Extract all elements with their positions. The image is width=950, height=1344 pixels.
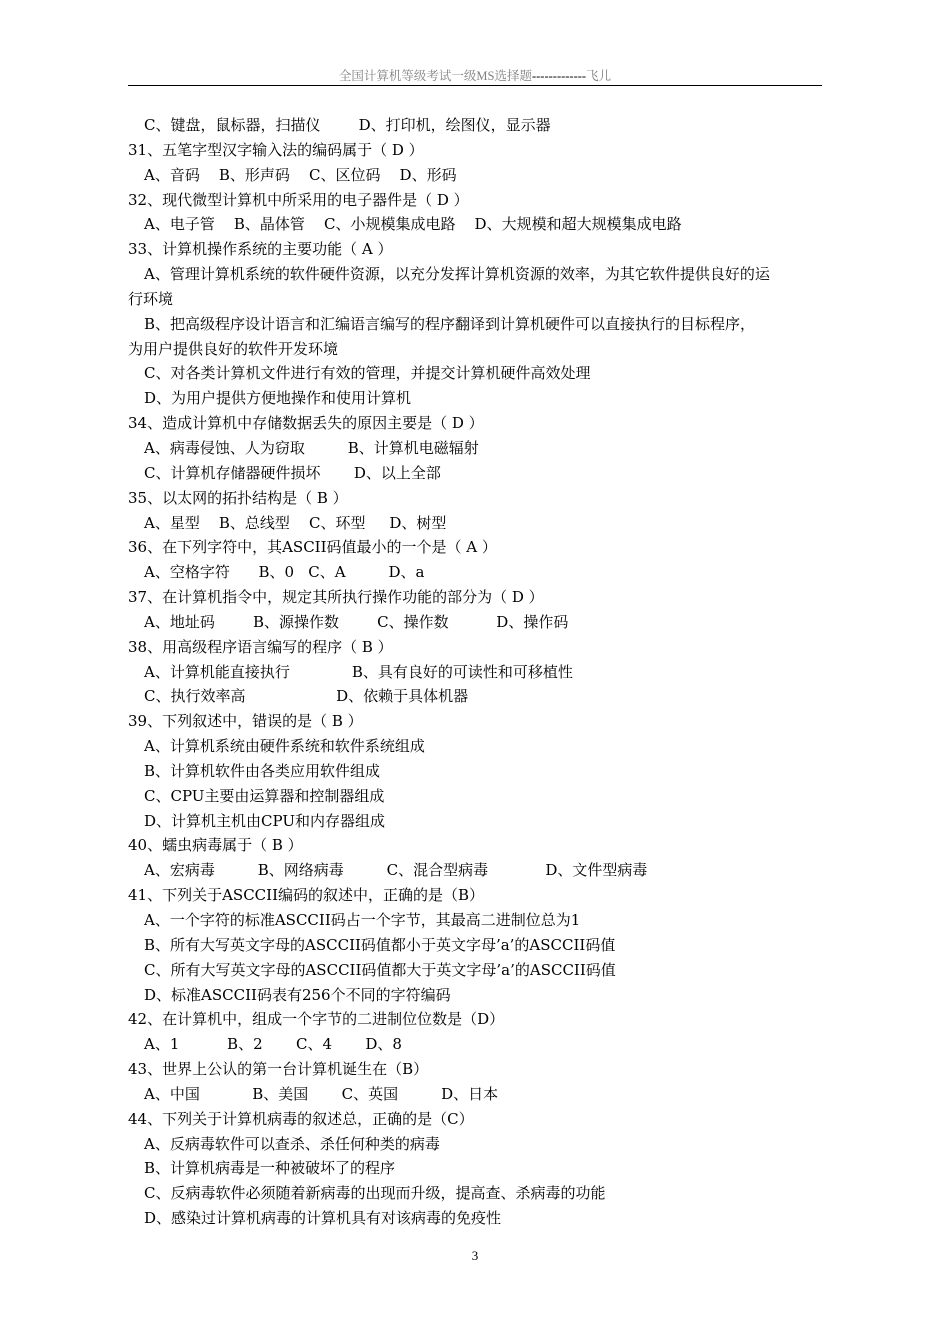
- answer-line: B、所有大写英文字母的ASCCII码值都小于英文字母’a’的ASCCII码值: [144, 935, 616, 954]
- question-line: 40、蠕虫病毒属于（ B ）: [128, 836, 303, 855]
- answer-line: B、计算机软件由各类应用软件组成: [144, 761, 381, 780]
- header-title: 全国计算机等级考试一级MS选择题: [338, 69, 532, 83]
- answer-line: A、星型 B、总线型 C、环型 D、树型: [144, 513, 447, 532]
- page-number: 3: [471, 1248, 479, 1263]
- question-line: 为用户提供良好的软件开发环境: [128, 339, 339, 358]
- answer-line: A、中国 B、美国 C、英国 D、日本: [144, 1084, 499, 1103]
- answer-line: D、计算机主机由CPU和内存器组成: [144, 811, 385, 830]
- answer-line: B、把高级程序设计语言和汇编语言编写的程序翻译到计算机硬件可以直接执行的目标程序，: [144, 314, 756, 333]
- answer-line: A、管理计算机系统的软件硬件资源，以充分发挥计算机资源的效率，为其它软件提供良好的运: [144, 265, 770, 284]
- answer-line: D、感染过计算机病毒的计算机具有对该病毒的免疫性: [144, 1209, 502, 1228]
- answer-line: A、1 B、2 C、4 D、8: [144, 1035, 402, 1054]
- page-header: [128, 66, 822, 84]
- answer-line: D、为用户提供方便地操作和使用计算机: [144, 389, 412, 408]
- question-line: 34、造成计算机中存储数据丢失的原因主要是（ D ）: [128, 414, 484, 433]
- answer-line: A、计算机系统由硬件系统和软件系统组成: [144, 737, 425, 756]
- answer-line: A、反病毒软件可以查杀、杀任何种类的病毒: [144, 1134, 440, 1153]
- answer-line: A、一个字符的标准ASCCII码占一个字节，其最高二进制位总为1: [144, 911, 581, 929]
- answer-line: C、所有大写英文字母的ASCCII码值都大于英文字母’a’的ASCCII码值: [144, 960, 616, 979]
- answer-line: A、空格字符 B、0 C、A D、a: [144, 563, 425, 582]
- answer-line: A、地址码 B、源操作数 C、操作数 D、操作码: [144, 612, 569, 631]
- question-line: 36、在下列字符中，其ASCII码值最小的一个是（ A ）: [128, 538, 497, 557]
- question-line: 37、在计算机指令中，规定其所执行操作功能的部分为（ D ）: [128, 588, 544, 607]
- answer-line: C、对各类计算机文件进行有效的管理，并提交计算机硬件高效处理: [144, 364, 591, 383]
- question-line: 38、用高级程序语言编写的程序（ B ）: [128, 637, 393, 656]
- question-line: 33、计算机操作系统的主要功能（ A ）: [128, 240, 393, 259]
- question-line: 行环境: [128, 289, 174, 308]
- answer-line: C、键盘，鼠标器，扫描仪 D、打印机，绘图仪，显示器: [144, 116, 551, 134]
- header-dashes: -------------: [531, 69, 587, 83]
- answer-line: A、宏病毒 B、网络病毒 C、混合型病毒 D、文件型病毒: [144, 861, 648, 880]
- question-line: 41、下列关于ASCCII编码的叙述中，正确的是（B）: [128, 886, 485, 905]
- question-line: 32、现代微型计算机中所采用的电子器件是（ D ）: [128, 190, 469, 209]
- question-line: 42、在计算机中，组成一个字节的二进制位位数是（D）: [128, 1010, 505, 1029]
- answer-line: D、标准ASCCII码表有256个不同的字符编码: [144, 985, 451, 1004]
- answer-line: A、病毒侵蚀、人为窃取 B、计算机电磁辐射: [144, 438, 479, 457]
- answer-line: A、电子管 B、晶体管 C、小规模集成电路 D、大规模和超大规模集成电路: [144, 215, 682, 234]
- question-line: 39、下列叙述中，错误的是（ B ）: [128, 712, 363, 731]
- question-line: 43、世界上公认的第一台计算机诞生在（B）: [128, 1060, 429, 1079]
- answer-line: C、执行效率高 D、依赖于具体机器: [144, 687, 469, 706]
- question-list: [128, 113, 822, 1231]
- answer-line: B、计算机病毒是一种被破坏了的程序: [144, 1159, 396, 1178]
- answer-line: C、计算机存储器硬件损坏 D、以上全部: [144, 463, 441, 482]
- answer-line: A、计算机能直接执行 B、具有良好的可读性和可移植性: [144, 662, 573, 681]
- question-line: 35、以太网的拓扑结构是（ B ）: [128, 488, 348, 507]
- question-line: 31、五笔字型汉字输入法的编码属于（ D ）: [128, 140, 424, 159]
- header-author: 飞儿: [586, 69, 612, 83]
- answer-line: C、反病毒软件必须随着新病毒的出现而升级，提高查、杀病毒的功能: [144, 1184, 606, 1203]
- answer-line: C、CPU主要由运算器和控制器组成: [144, 786, 385, 805]
- header-rule: [128, 85, 822, 86]
- question-line: 44、下列关于计算机病毒的叙述总，正确的是（C）: [128, 1109, 474, 1128]
- answer-line: A、音码 B、形声码 C、区位码 D、形码: [144, 165, 457, 184]
